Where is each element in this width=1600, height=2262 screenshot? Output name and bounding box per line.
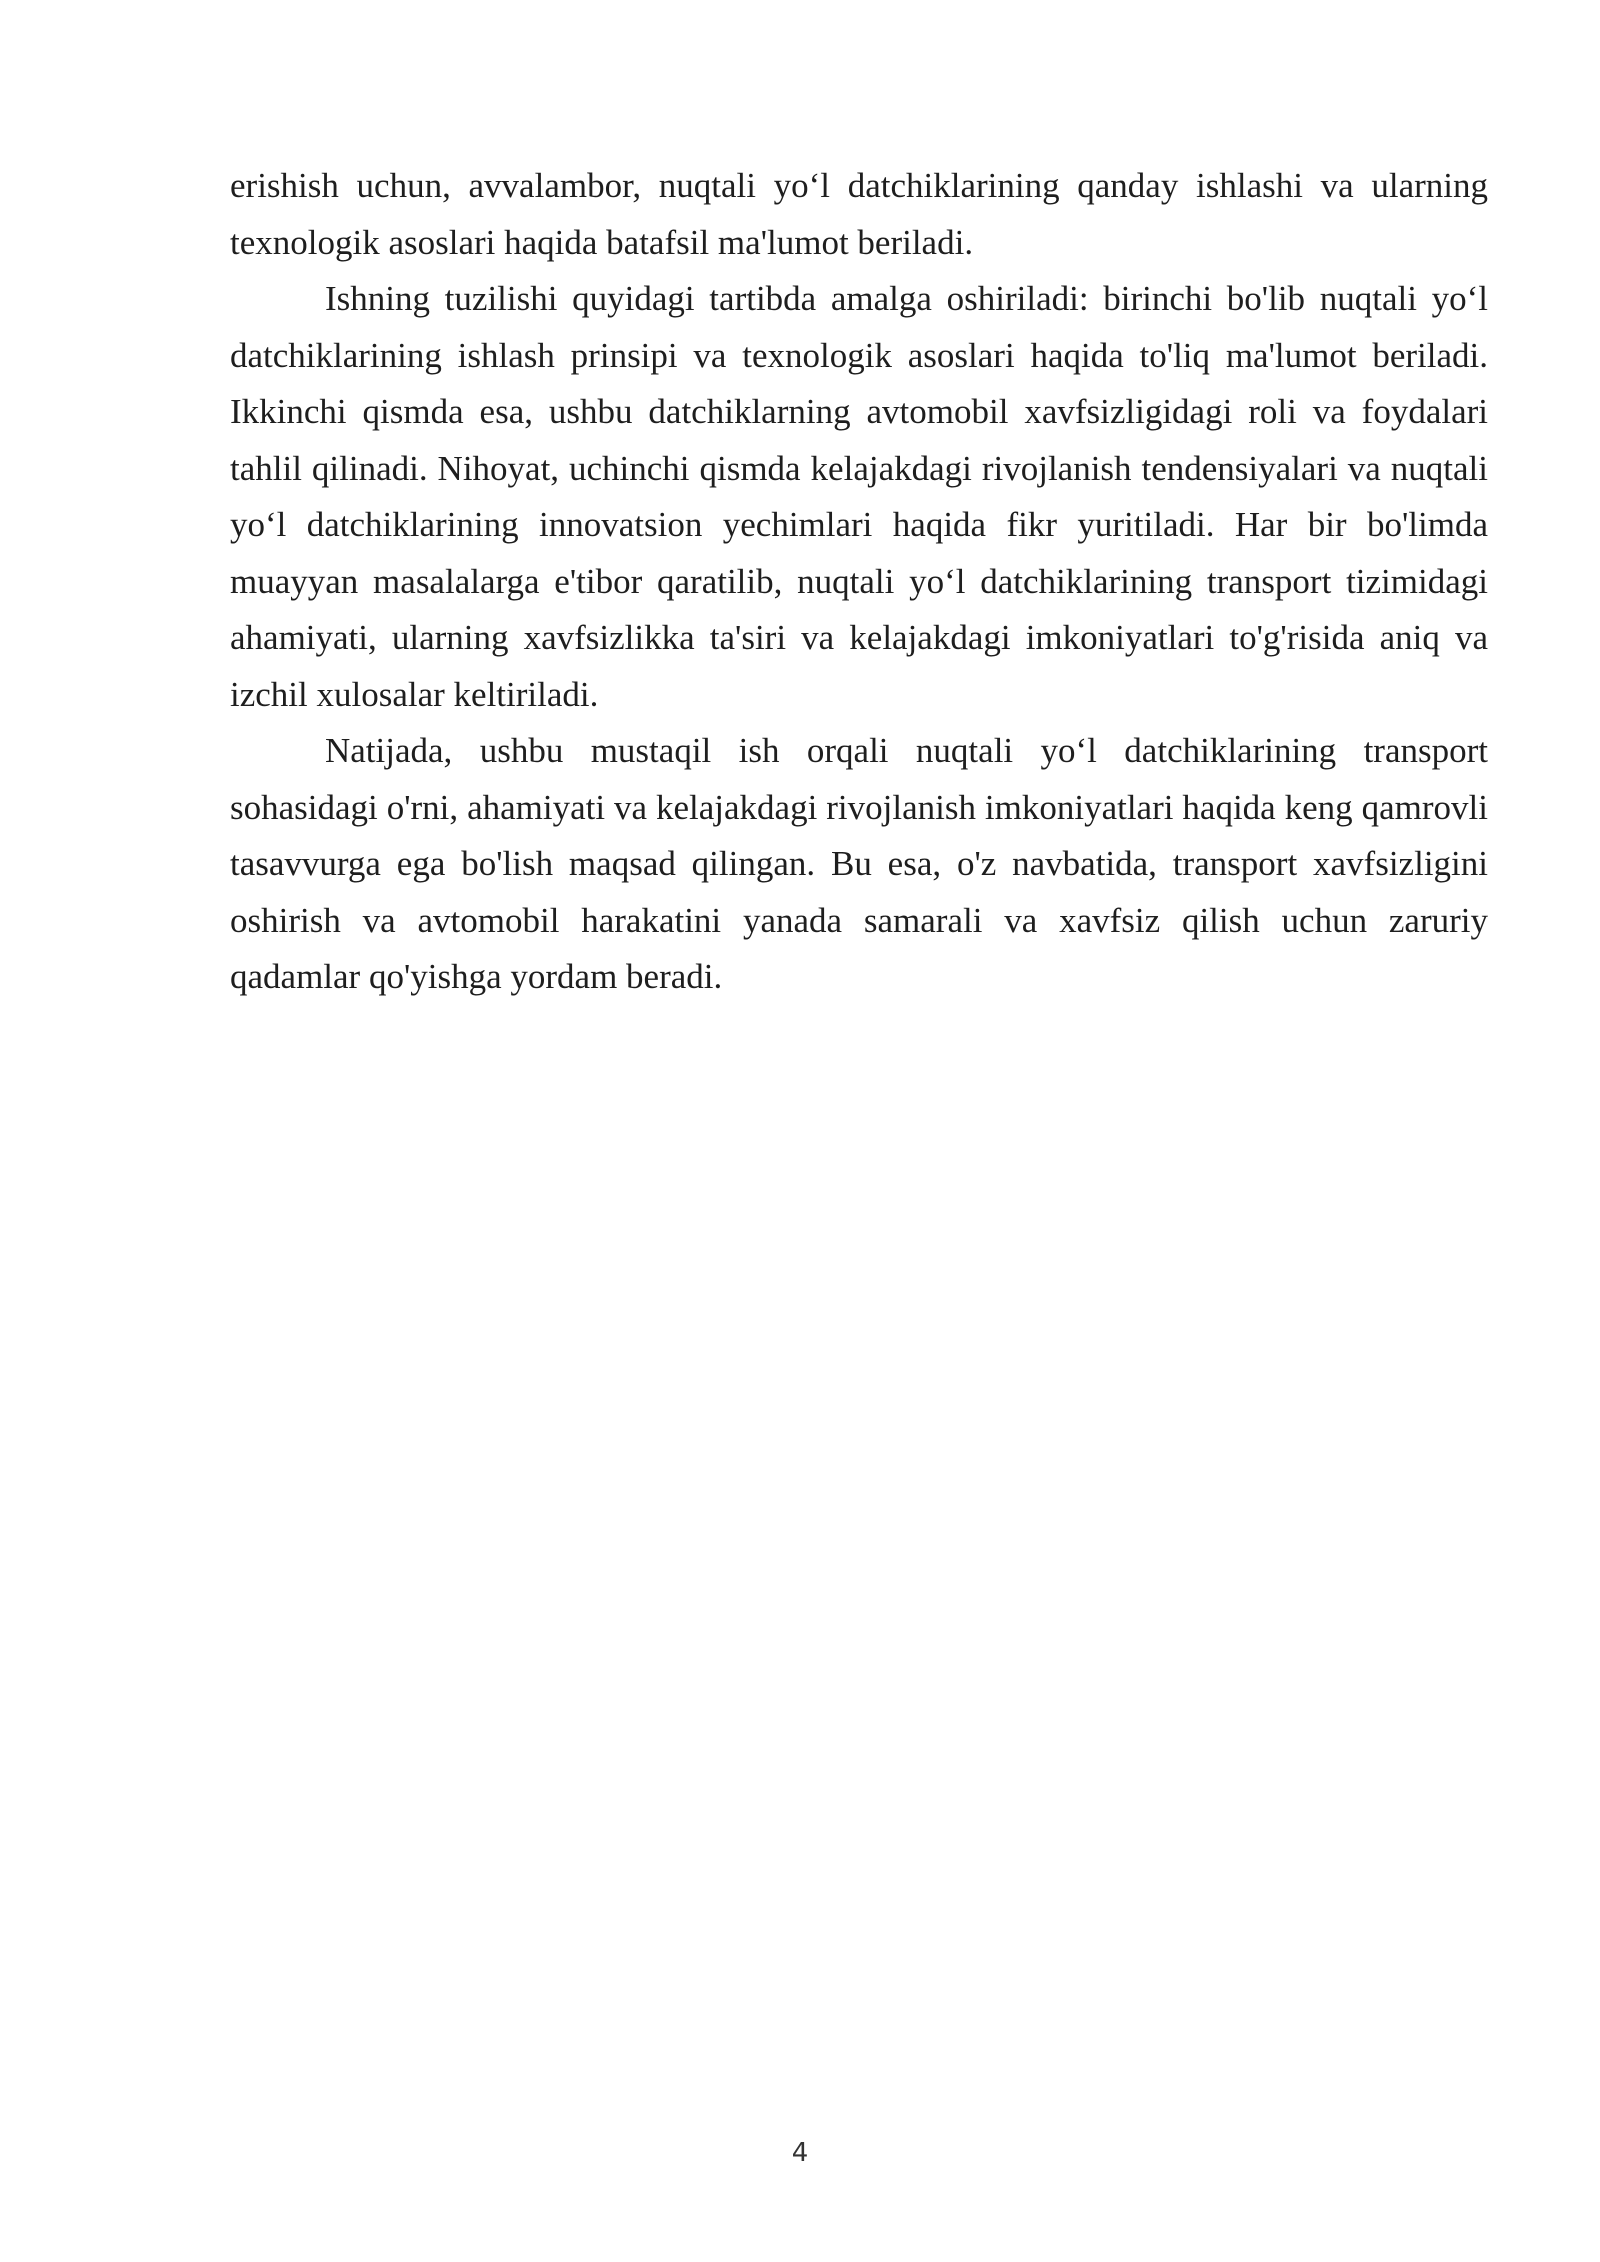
paragraph-structure: Ishning tuzilishi quyidagi tartibda amalga oshiriladi: birinchi bo'lib nuqtali yo‘l datchiklarining ishlash prinsipi va texnologik asoslari haqida to'liq ma'lumot beriladi. Ikkinchi qismda esa, ushbu datchiklarning avtomobil xavfsizligidagi roli va foydalari tahlil qilinadi. Nihoyat, uchinchi qismda kelajakdagi rivojlanish tendensiyalari va nuqtali yo‘l datchiklarining innovatsion yechimlari haqida fikr yuritiladi. Har bir bo'limda muayyan masalalarga e'tibor qaratilib, nuqtali yo‘l datchiklarining transport tizimidagi ahamiyati, ularning xavfsizlikka ta'siri va kelajakdagi imkoniyatlari to'g'risida aniq va izchil xulosalar keltiriladi. — [230, 279, 1488, 714]
paragraph-continuation: erishish uchun, avvalambor, nuqtali yo‘l datchiklarining qanday ishlashi va ularning texnologik asoslari haqida batafsil ma'lumot beriladi. — [230, 166, 1488, 262]
page-number: 4 — [791, 2138, 809, 2168]
body-text — [230, 158, 1488, 1006]
paragraph-conclusion: Natijada, ushbu mustaqil ish orqali nuqtali yo‘l datchiklarining transport sohasidagi o'rni, ahamiyati va kelajakdagi rivojlanish imkoniyatlari haqida keng qamrovli tasavvurga ega bo'lish maqsad qilingan. Bu esa, o'z navbatida, transport xavfsizligini oshirish va avtomobil harakatini yanada samarali va xavfsiz qilish uchun zaruriy qadamlar qo'yishga yordam beradi. — [230, 731, 1488, 996]
